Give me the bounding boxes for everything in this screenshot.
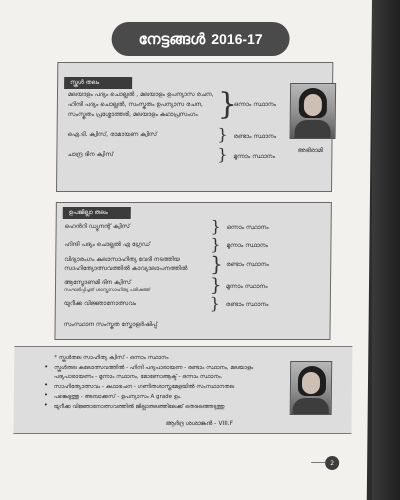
student-photo-1 <box>290 83 337 139</box>
bullet-dot: • <box>43 381 49 389</box>
brace: } <box>210 252 224 276</box>
brace: } <box>209 294 221 313</box>
subdistrict-result-1: ഒന്നാം സ്ഥാനം <box>226 224 269 231</box>
brace: } <box>217 87 238 122</box>
subdistrict-result-3: രണ്ടാം സ്ഥാനം <box>226 261 269 268</box>
bullet-line-2: സ്കൂൾതല കലോത്സവത്തിൽ - ഹിന്ദി പദ്യപാരായണ - രണ്ടാം സ്ഥാനം, മലയാളം <box>54 365 254 371</box>
school-line-4: ഐ.ടി. ക്വിസ്, രാമായണ ക്വിസ് <box>67 131 158 138</box>
subdistrict-level-box <box>54 202 331 340</box>
bullet-line-3: പദ്യപാരായണം - മൂന്നാം സ്ഥാനം, മോണോആക്ട് - ഒന്നാം സ്ഥാനം. <box>54 374 223 380</box>
subdistrict-result-2: മൂന്നാം സ്ഥാനം <box>226 242 268 249</box>
page-number-line <box>311 462 325 463</box>
school-line-1: മലയാളം പദ്യം ചൊല്ലൽ , മലയാളം ഉപന്യാസ രചന, <box>67 91 214 98</box>
brace: } <box>210 217 221 236</box>
school-level-box <box>56 62 333 192</box>
bullet-dot: • <box>43 401 48 409</box>
page-title: നേട്ടങ്ങൾ <box>138 30 206 48</box>
school-line-5: ചാന്ദ്ര ദിന ക്വിസ് <box>67 151 114 158</box>
subdistrict-item-3-sub: സാഹിത്യോത്സവത്തിൽ കാവ്യാലാപനത്തിൽ <box>64 265 188 272</box>
bullet-line-5: പങ്കെടുത്തു - അബാക്കസ് - ഉപന്യാസം A grade ഉം. <box>53 394 182 400</box>
bullet-line-4: സാഹിത്യോത്സവം - കഥാരചന - ഗണിതശാസ്ത്രമേളയിൽ സംസ്ഥാനതല <box>53 384 235 390</box>
bullet-line-1: * സ്കൂൾതല സാഹിത്യ ക്വിസ് - ഒന്നാം സ്ഥാനം <box>54 355 169 361</box>
bullet-dot: • <box>44 363 49 371</box>
subdistrict-level-tag: ഉപജില്ലാ തലം <box>63 207 131 219</box>
brace: } <box>210 235 221 254</box>
bullet-line-6: യുറീക്ക വിജ്ഞാനോത്സവത്തിൽ ജില്ലാതലത്തിലേക്ക് തെരഞ്ഞെടുത്തു <box>53 404 225 410</box>
subdistrict-item-2: ഹിന്ദി പദ്യം ചൊല്ലൽ എ ഗ്രേഡ് <box>64 241 151 248</box>
page-number: 2 <box>325 456 339 470</box>
school-line-3: സംസ്കൃതം പ്രശ്നോത്തരി, മലയാളം കഥാപ്രസംഗം <box>67 111 198 118</box>
subdistrict-item-5: യുറീക്ക വിജ്ഞാനോത്സവം <box>63 300 137 307</box>
bottom-section <box>13 346 352 434</box>
page-year: 2016-17 <box>211 31 263 47</box>
school-result-1: ഒന്നാം സ്ഥാനം <box>233 101 276 108</box>
school-result-2: രണ്ടാം സ്ഥാനം <box>233 133 277 140</box>
subdistrict-item-4-sub: സംഘടിപ്പിച്ചത് ശാസ്ത്രസാഹിത്യ പരിഷത്ത് <box>63 288 151 293</box>
subdistrict-result-4: മൂന്നാം സ്ഥാനം <box>225 283 268 290</box>
subdistrict-item-1: ഹെൻറി ഡ്യൂനന്റ് ക്വിസ് <box>64 223 130 230</box>
student-photo-2 <box>290 361 333 415</box>
brace: } <box>217 145 228 164</box>
school-line-2: ഹിന്ദി പദ്യം ചൊല്ലൽ, സംസ്കൃതം ഉപന്യാസ രചന, <box>67 101 203 108</box>
subdistrict-item-3: വിദ്യാരംഗം കലാസാഹിത്യ വേദി നടത്തിയ <box>64 256 180 263</box>
subdistrict-item-4: ആസ്ട്രോണമി ദിന ക്വിസ് <box>64 279 131 286</box>
subdistrict-result-5: രണ്ടാം സ്ഥാനം <box>225 301 269 308</box>
brace: } <box>217 125 228 144</box>
subdistrict-footer: സംസ്ഥാന സംസ്കൃത സ്കോളർഷിപ്പ് <box>63 321 158 328</box>
book-edge-shadow <box>372 0 400 500</box>
brace: } <box>209 275 222 296</box>
bullet-dot: • <box>43 391 49 399</box>
student-caption-2: ആർദ്ര ശശാങ്കൻ - VIII.F <box>165 420 234 427</box>
photo-caption-1: അഭിരാമി <box>297 147 323 154</box>
page-title-banner <box>111 22 289 56</box>
school-level-tag: സ്കൂൾ തലം <box>64 77 132 89</box>
school-result-3: മൂന്നാം സ്ഥാനം <box>233 153 275 160</box>
